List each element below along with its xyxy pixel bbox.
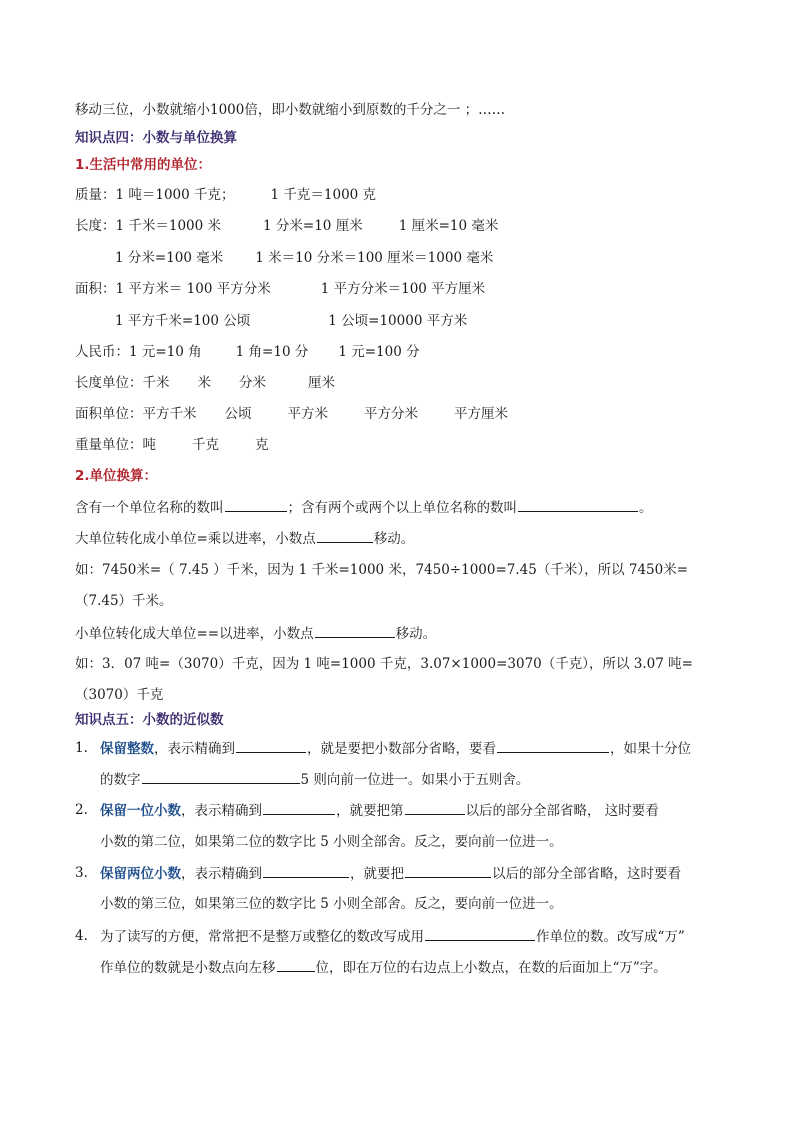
blank[interactable] — [405, 863, 491, 878]
blank[interactable] — [518, 497, 638, 512]
blank[interactable] — [225, 497, 287, 512]
length-line-1: 长度：1 千米＝1000 米 1 分米=10 厘米 1 厘米=10 毫米 — [75, 218, 499, 234]
item-2-line-2: 小数的第二位，如果第二位的数字比 5 小则全部舍。反之，要向前一位进一。 — [100, 834, 563, 850]
mass-line: 质量：1 吨＝1000 千克； 1 千克＝1000 克 — [75, 187, 377, 203]
item-2-line-1: 保留一位小数，表示精确到 ，就要把第 以后的部分全部省略， 这时要看 — [100, 800, 659, 821]
item-number: 1. — [75, 740, 88, 756]
area-units-line: 面积单位：平方千米 公顷 平方米 平方分米 平方厘米 — [75, 406, 508, 422]
blank[interactable] — [315, 623, 395, 638]
blank[interactable] — [236, 738, 306, 753]
conv-line-1: 含有一个单位名称的数叫 ；含有两个或两个以上单位名称的数叫 。 — [75, 497, 653, 518]
item-4-line-2: 作单位的数就是小数点向左移 位，即在万位的右边点上小数点，在数的后面加上“万”字。 — [100, 957, 667, 978]
intro-line: 移动三位，小数就缩小1000倍，即小数就缩小到原数的千分之一 ；…… — [75, 102, 506, 118]
conv-line-4: 小单位转化成大单位==以进率，小数点 移动。 — [75, 623, 436, 644]
area-line-1: 面积：1 平方米＝ 100 平方分米 1 平方分米＝100 平方厘米 — [75, 281, 486, 297]
item-3-line-1: 保留两位小数，表示精确到 ，就要把 以后的部分全部省略，这时要看 — [100, 863, 681, 884]
sub2-title: 2.单位换算： — [75, 468, 158, 484]
section5-title: 知识点五：小数的近似数 — [75, 712, 224, 728]
blank[interactable] — [142, 769, 300, 784]
item-1-line-2: 的数字 5 则向前一位进一。如果小于五则舍。 — [100, 769, 529, 790]
item-4-line-1: 为了读写的方便，常常把不是整万或整亿的数改写成用 作单位的数。改写成“万” — [100, 926, 685, 947]
blank[interactable] — [263, 863, 349, 878]
conv-example-2: 如：3．07 吨=（3070）千克，因为 1 吨=1000 千克，3.07×1000=3070（千克），所以 3.07 吨= — [75, 656, 693, 672]
blank[interactable] — [497, 738, 609, 753]
length-units-line: 长度单位：千米 米 分米 厘米 — [75, 375, 335, 391]
blank[interactable] — [263, 800, 335, 815]
item-1-line-1: 保留整数，表示精确到 ，就是要把小数部分省略，要看 ，如果十分位 — [100, 738, 691, 759]
item-number: 3. — [75, 865, 88, 881]
section4-title: 知识点四：小数与单位换算 — [75, 130, 237, 146]
sub1-title: 1.生活中常用的单位： — [75, 157, 212, 173]
item-3-line-2: 小数的第三位，如果第三位的数字比 5 小则全部舍。反之，要向前一位进一。 — [100, 896, 563, 912]
blank[interactable] — [277, 957, 315, 972]
blank[interactable] — [425, 926, 535, 941]
blank[interactable] — [317, 528, 373, 543]
item-number: 4. — [75, 928, 88, 944]
conv-example-2b: （3070）千克 — [75, 687, 164, 703]
length-line-2: 1 分米=100 毫米 1 米＝10 分米＝100 厘米＝1000 毫米 — [115, 250, 494, 266]
money-line: 人民币：1 元=10 角 1 角=10 分 1 元=100 分 — [75, 344, 420, 360]
conv-line-2: 大单位转化成小单位=乘以进率，小数点 移动。 — [75, 528, 414, 549]
area-line-2: 1 平方千米=100 公顷 1 公顷=10000 平方米 — [115, 313, 468, 329]
weight-units-line: 重量单位：吨 千克 克 — [75, 437, 269, 453]
blank[interactable] — [405, 800, 465, 815]
item-number: 2. — [75, 802, 88, 818]
conv-example-1b: （7.45）千米。 — [75, 593, 173, 609]
conv-example-1: 如：7450米=（ 7.45 ）千米，因为 1 千米=1000 米，7450÷1000=7.45（千米），所以 7450米= — [75, 562, 689, 578]
